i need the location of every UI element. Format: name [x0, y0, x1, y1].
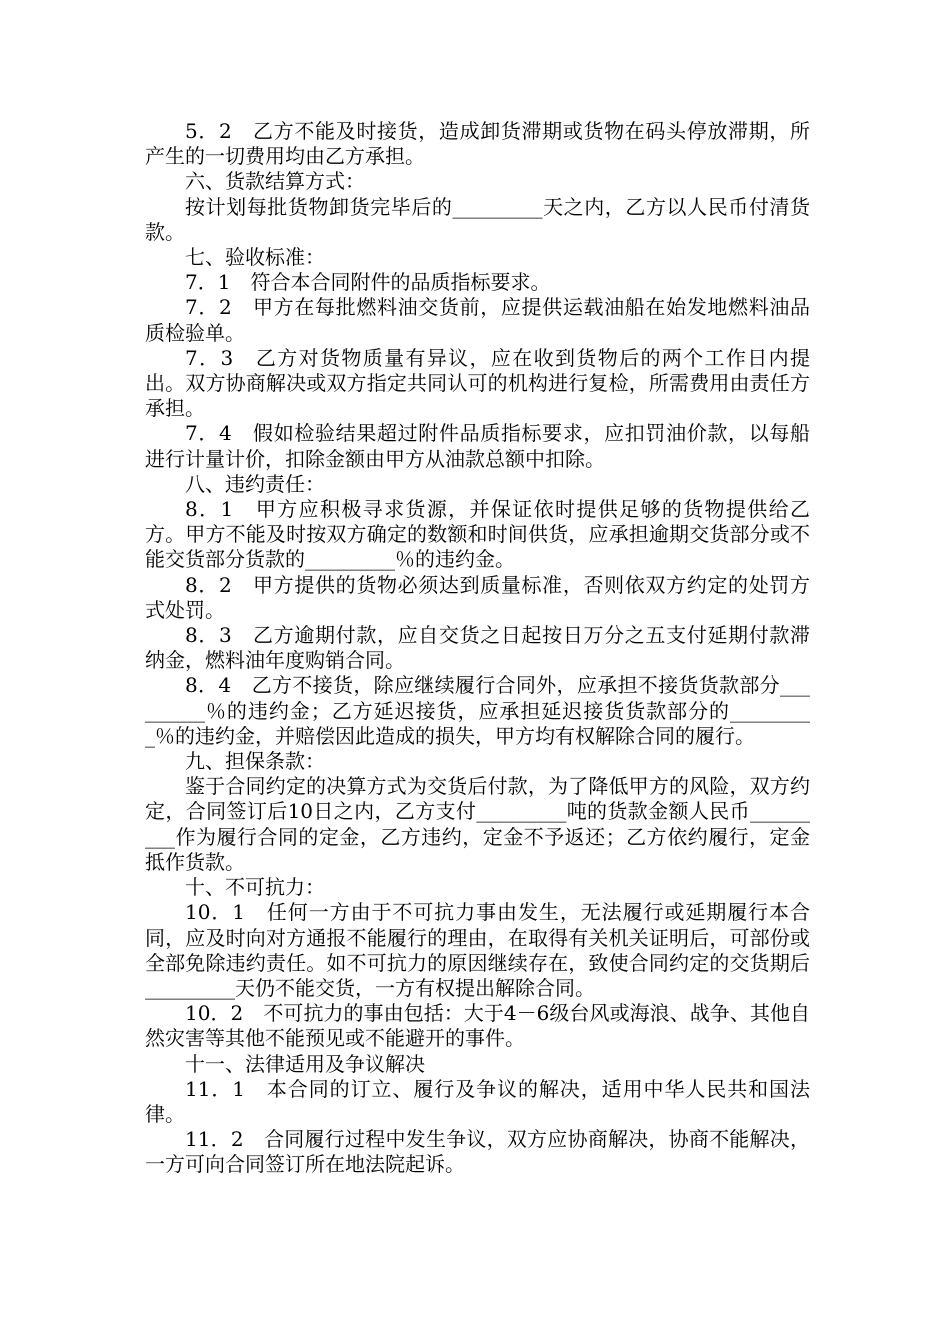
section-11-heading: 十一、法律适用及争议解决	[185, 1051, 425, 1076]
clause-7-2: 7．2 甲方在每批燃料油交货前，应提供运载油船在始发地燃料油品质检验单。	[145, 295, 810, 345]
section-8-heading: 八、违约责任：	[185, 471, 325, 496]
clause-10-1: 10．1 任何一方由于不可抗力事由发生，无法履行或延期履行本合同，应及时向对方通报不能履行的理由，在取得有关机关证明后，可部份或全部免除违约责任。如不可抗力的原因继续存在，致使合同约定的交货期后_________天仍不能交货，一方有权提出解除合同。	[145, 900, 810, 1000]
clause-5-2: 5．2 乙方不能及时接货，造成卸货滞期或货物在码头停放滞期，所产生的一切费用均由乙方承担。	[145, 119, 810, 169]
clause-8-3: 8．3 乙方逾期付款，应自交货之日起按日万分之五支付延期付款滞纳金，燃料油年度购销合同。	[145, 623, 810, 673]
section-9-heading: 九、担保条款：	[185, 749, 325, 774]
section-9-body: 鉴于合同约定的决算方式为交货后付款，为了降低甲方的风险，双方约定，合同签订后10日之内，乙方支付_________吨的货款金额人民币_________作为履行合同的定金，乙方违约，定金不予返还；乙方依约履行，定金抵作货款。	[145, 774, 810, 874]
section-6-body: 按计划每批货物卸货完毕后的_________天之内，乙方以人民币付清货款。	[145, 194, 810, 244]
clause-11-1: 11．1 本合同的订立、履行及争议的解决，适用中华人民共和国法律。	[145, 1076, 810, 1126]
section-10-heading: 十、不可抗力：	[185, 875, 325, 900]
clause-7-4: 7．4 假如检验结果超过附件品质指标要求，应扣罚油价款，以每船进行计量计价，扣除金额由甲方从油款总额中扣除。	[145, 421, 810, 471]
clause-8-2: 8．2 甲方提供的货物必须达到质量标准，否则依双方约定的处罚方式处罚。	[145, 572, 810, 622]
clause-11-2: 11．2 合同履行过程中发生争议，双方应协商解决，协商不能解决，一方可向合同签订所在地法院起诉。	[145, 1127, 810, 1177]
clause-7-3: 7．3 乙方对货物质量有异议，应在收到货物后的两个工作日内提出。双方协商解决或双方指定共同认可的机构进行复检，所需费用由责任方承担。	[145, 345, 810, 421]
section-7-heading: 七、验收标准：	[185, 245, 325, 270]
contract-page	[145, 119, 810, 1178]
clause-10-2: 10．2 不可抗力的事由包括：大于4－6级台风或海浪、战争、其他自然灾害等其他不能预见或不能避开的事件。	[145, 1001, 810, 1051]
clause-8-4: 8．4 乙方不接货，除应继续履行合同外，应承担不接货货款部分_________％的违约金；乙方延迟接货，应承担延迟接货货款部分的_________％的违约金，并赔偿因此造成的损失，甲方均有权解除合同的履行。	[145, 673, 810, 748]
clause-7-1: 7．1 符合本合同附件的品质指标要求。	[185, 270, 551, 295]
clause-8-1: 8．1 甲方应积极寻求货源，并保证依时提供足够的货物提供给乙方。甲方不能及时按双方确定的数额和时间供货，应承担逾期交货部分或不能交货部分货款的_________％的违约金。	[145, 497, 810, 572]
section-6-heading: 六、货款结算方式：	[185, 169, 365, 194]
